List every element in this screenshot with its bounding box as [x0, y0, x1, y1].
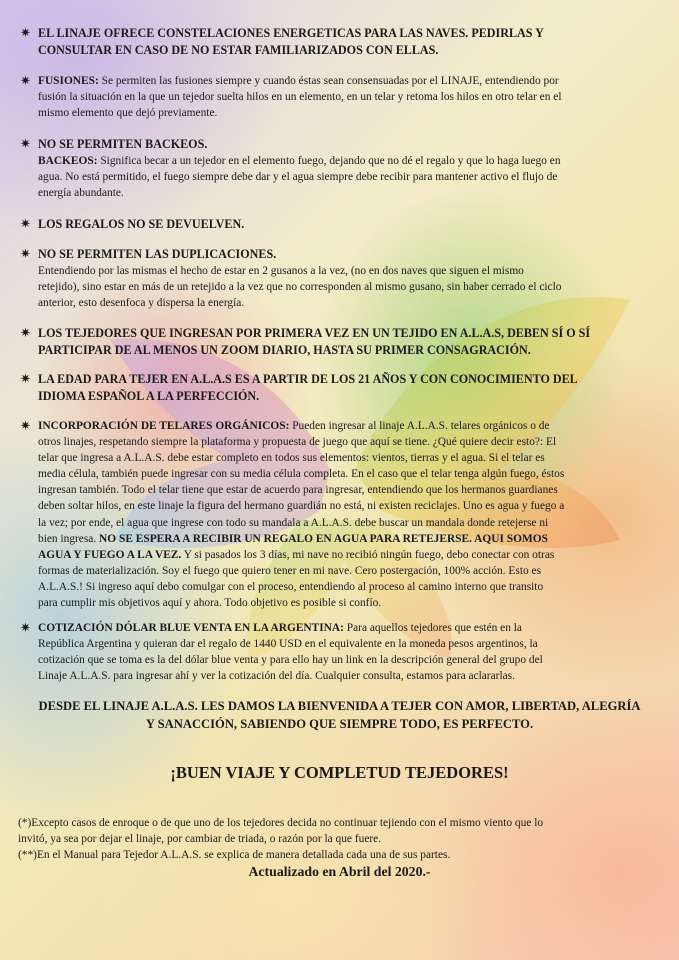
- rule-heading: FUSIONES:: [38, 75, 99, 87]
- closing-message: DESDE EL LINAJE A.L.A.S. LES DAMOS LA BIENVENIDA A TEJER CON AMOR, LIBERTAD, ALEGRÍA Y SANACCIÓN, SABIENDO QUE SIEMPRE TODO, ES PERFECTO.: [38, 699, 641, 731]
- rule-heading: COTIZACIÓN DÓLAR BLUE VENTA EN LA ARGENTINA:: [38, 622, 344, 634]
- rule-cotizacion-dolar: ✷ COTIZACIÓN DÓLAR BLUE VENTA EN LA ARGENTINA: Para aquellos tejedores que estén en la República Argentina y quieran dar el regalo de 1440 USD en el equivalente en la moneda pesos argentinos, la cotización que se toma es la del dólar blue venta y para ello hay un link en la descripción general del grupo del Linaje A.L.A.S. para ingresar ahí y ver la cotización del día. Cualquier consulta, estamos para aclararlas.: [20, 621, 543, 683]
- rule-backeos: ✷ NO SE PERMITEN BACKEOS. BACKEOS: Significa becar a un tejedor en el elemento fuego, dejando que no dé el regalo y que lo haga luego en agua. No está permitido, el fuego siempre debe dar y el agua siempre debe recibir para mantener activo el flujo de energía abundante.: [20, 136, 660, 201]
- bullet-icon: ✷: [20, 26, 31, 41]
- rule-constelaciones: [20, 25, 660, 59]
- rule-line: CONSULTAR EN CASO DE NO ESTAR FAMILIARIZADOS CON ELLAS.: [38, 43, 439, 57]
- rule-edad: ✷ LA EDAD PARA TEJER EN A.L.A.S ES A PARTIR DE LOS 21 AÑOS Y CON CONOCIMIENTO DEL IDIOMA ESPAÑOL A LA PERFECCIÓN.: [20, 372, 578, 403]
- bullet-icon: ✷: [20, 217, 31, 232]
- rule-regalos: ✷ LOS REGALOS NO SE DEVUELVEN.: [20, 217, 245, 232]
- bullet-icon: ✷: [20, 621, 31, 636]
- rule-duplicaciones: ✷ NO SE PERMITEN LAS DUPLICACIONES. Entendiendo por las mismas el hecho de estar en 2 gusanos a la vez, (no en dos naves que siguen el mismo retejido), sino estar en más de un retejido a la vez que no corresponden al mismo gusano, sin haber cerrado el ciclo anterior, esto desenfoca y dispersa la energía.: [20, 246, 660, 311]
- footnote: invitó, ya sea por dejar el linaje, por cambiar de triada, o razón por la que fuere.: [18, 833, 382, 846]
- bullet-icon: ✷: [20, 372, 31, 387]
- rule-zoom-diario: ✷ LOS TEJEDORES QUE INGRESAN POR PRIMERA VEZ EN UN TEJIDO EN A.L.A.S, DEBEN SÍ O SÍ PARTICIPAR DE AL MENOS UN ZOOM DIARIO, HASTA SU PRIMER CONSAGRACIÓN.: [20, 326, 591, 357]
- footnote: (*)Excepto casos de enroque o de que uno de los tejedores decida no continuar tejiendo con el mismo viento que lo: [18, 817, 544, 829]
- bullet-icon: ✷: [20, 419, 31, 434]
- rule-heading: INCORPORACIÓN DE TELARES ORGÁNICOS:: [38, 420, 290, 432]
- bullet-icon: ✷: [20, 137, 31, 152]
- updated-date: Actualizado en Abril del 2020.-: [248, 864, 431, 879]
- footnote: (**)En el Manual para Tejedor A.L.A.S. se explica de manera detallada cada una de sus partes.: [18, 849, 451, 862]
- footnotes: [18, 815, 658, 863]
- bullet-icon: ✷: [20, 247, 31, 262]
- bullet-icon: ✷: [20, 326, 31, 341]
- rule-heading: NO SE PERMITEN BACKEOS.: [38, 137, 208, 151]
- rule-fusiones: ✷ FUSIONES: Se permiten las fusiones siempre y cuando éstas sean consensuadas por el LINAJE, entendiendo por fusión la situación en la que un tejedor suelta hilos en un elemento, en un telar y retoma los hilos en otro telar en el mismo elemento que dejó previamente.: [20, 74, 562, 120]
- rule-line: EL LINAJE OFRECE CONSTELACIONES ENERGETICAS PARA LAS NAVES. PEDIRLAS Y: [38, 26, 544, 40]
- bullet-icon: ✷: [20, 74, 31, 89]
- farewell-title: ¡BUEN VIAJE Y COMPLETUD TEJEDORES!: [170, 763, 509, 782]
- rule-telares-organicos: ✷ INCORPORACIÓN DE TELARES ORGÁNICOS: Pueden ingresar al linaje A.L.A.S. telares orgánicos o de otros linajes, respetando siempre la plataforma y propuesta de juego que aquí se tiene. ¿Qué quiere decir esto?: El telar que ingresa a A.L.A.S. debe estar completo en todos sus elementos: vientos, tierras y el agua. Si el telar es media célula, también puede ingresar con su media célula completa. En el caso que el telar tenga algún fuego, éstos ingresan también. Todo el telar tiene que estar de acuerdo para ingresar, entendiendo que los hermanos guardianes deben soltar hilos, en este linaje la figura del hermano guardián no está, ni existen reciclajes. Uno es agua y fuego a la vez; por ende, el agua que ingrese con todo su mandala a A.L.A.S. debe buscar un mandala donde retejerse ni bien ingresa. NO SE ESPERA A RECIBIR UN REGALO EN AGUA PARA RETEJERSE. AQUI SOMOS AGUA Y FUEGO A LA VEZ. Y si pasados los 3 días, mi nave no recibió ningún fuego, debo conectar con otras formas de materialización. Soy el fuego que quiero tener en mi nave. Cero postergación, 100% acción. Esto es A.L.A.S.! Si ingreso aquí debo comulgar con el proceso, entendiendo al proceso al camino interno que transito para cumplir mis objetivos aquí y ahora. Todo objetivo es posible si confío.: [20, 419, 565, 610]
- rule-heading: NO SE PERMITEN LAS DUPLICACIONES.: [38, 247, 277, 261]
